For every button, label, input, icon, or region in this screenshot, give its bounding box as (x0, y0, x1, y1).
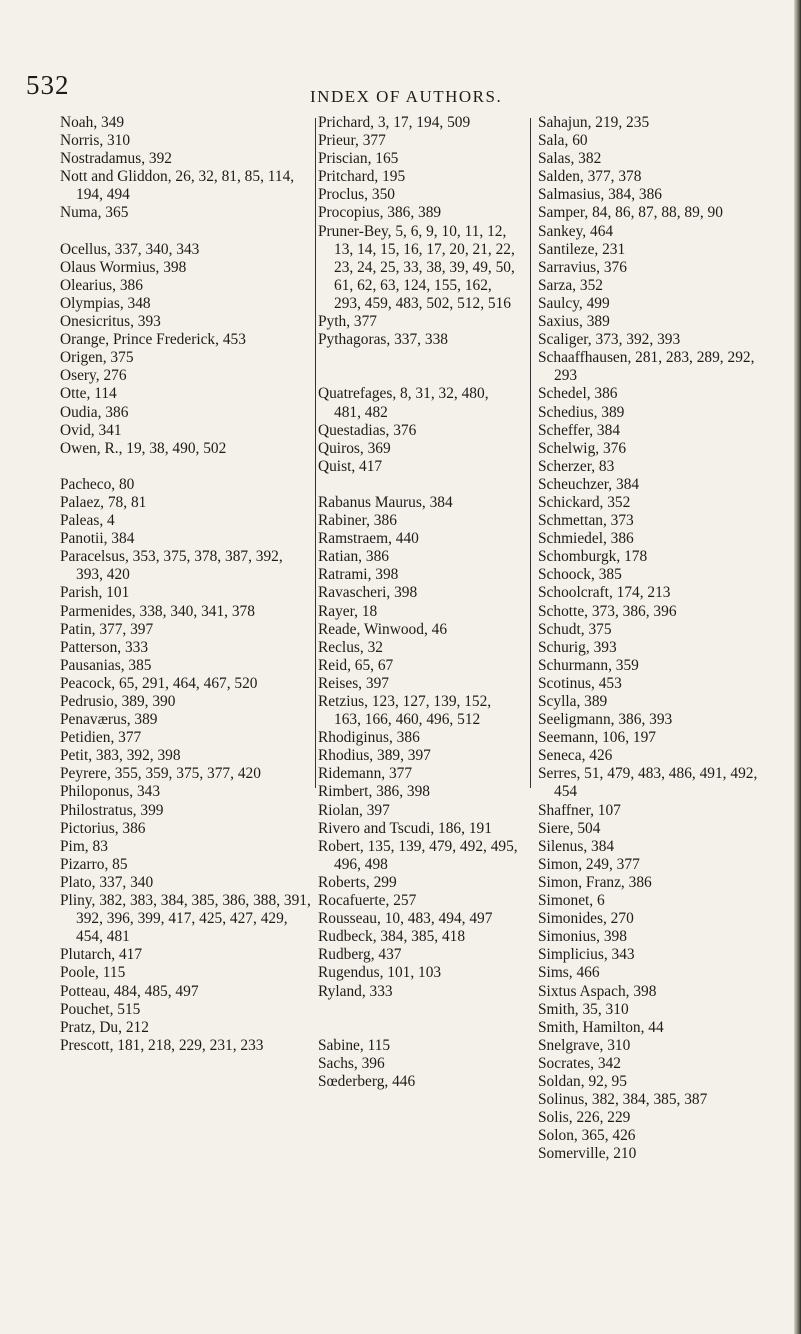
index-entry: Schedel, 386 (538, 385, 618, 403)
index-entry: Questadias, 376 (318, 421, 417, 439)
index-entry: Schoock, 385 (538, 566, 622, 584)
index-entry: Sala, 60 (538, 132, 588, 150)
index-entry: Paracelsus, 353, 375, 378, 387, 392, 393, 420 (60, 548, 283, 584)
index-entry: Salas, 382 (538, 150, 602, 168)
index-entry: Petit, 383, 392, 398 (60, 747, 181, 765)
index-entry: Rudberg, 437 (318, 946, 402, 964)
index-entry: Ryland, 333 (318, 982, 393, 1000)
index-entry: Ridemann, 377 (318, 765, 413, 783)
index-entry: Philoponus, 343 (60, 783, 161, 801)
index-entry: Olearius, 386 (60, 276, 143, 294)
index-entry: Sarravius, 376 (538, 258, 627, 276)
index-entry: Pouchet, 515 (60, 1000, 141, 1018)
index-entry: Simonides, 270 (538, 910, 634, 928)
index-entry: Numa, 365 (60, 204, 129, 222)
index-entry: Sahajun, 219, 235 (538, 114, 650, 131)
index-entry: Patin, 377, 397 (60, 620, 154, 638)
index-entry: Robert, 135, 139, 479, 492, 495, 496, 498 (318, 837, 518, 873)
running-head: INDEX OF AUTHORS. (310, 87, 503, 106)
index-entry: Solon, 365, 426 (538, 1127, 636, 1145)
index-entry: Oudia, 386 (60, 403, 129, 421)
index-entry: Nott and Gliddon, 26, 32, 81, 85, 114, 194, 494 (60, 168, 295, 204)
index-entry: Philostratus, 399 (60, 801, 164, 819)
index-entry: Soldan, 92, 95 (538, 1072, 627, 1090)
index-entry: Sims, 466 (538, 964, 600, 982)
index-entry: Ramstraem, 440 (318, 530, 419, 548)
index-entry: Sachs, 396 (318, 1054, 385, 1072)
index-entry: Potteau, 484, 485, 497 (60, 982, 199, 1000)
index-entry: Sankey, 464 (538, 222, 614, 240)
index-entry: Pliny, 382, 383, 384, 385, 386, 388, 391, 392, 396, 399, 417, 425, 427, 429, 454, 481 (60, 892, 311, 946)
index-entry: Retzius, 123, 127, 139, 152, 163, 166, 460, 496, 512 (318, 693, 492, 729)
index-entry: Siere, 504 (538, 819, 601, 837)
section-gap (318, 367, 518, 385)
index-entry: Smith, 35, 310 (538, 1000, 629, 1018)
index-entry: Simonius, 398 (538, 928, 627, 946)
index-entry: Pedrusio, 389, 390 (60, 693, 176, 710)
index-entry: Socrates, 342 (538, 1054, 621, 1072)
index-entry: Ratian, 386 (318, 548, 389, 566)
index-entry: Owen, R., 19, 38, 490, 502 (60, 439, 227, 457)
index-entry: Seeligmann, 386, 393 (538, 711, 673, 729)
index-entry: Sixtus Aspach, 398 (538, 982, 657, 1000)
index-entry: Riolan, 397 (318, 801, 390, 819)
section-gap (60, 458, 312, 476)
index-entry: Sarza, 352 (538, 276, 603, 294)
index-entry: Schaaffhausen, 281, 283, 289, 292, 293 (538, 349, 755, 385)
index-entry: Palaez, 78, 81 (60, 493, 147, 511)
index-entry: Rugendus, 101, 103 (318, 964, 442, 982)
index-entry: Rayer, 18 (318, 602, 378, 620)
index-entry: Sabine, 115 (318, 1036, 391, 1054)
index-entry: Pizarro, 85 (60, 855, 128, 873)
index-entry: Roberts, 299 (318, 873, 397, 891)
index-entry: Rocafuerte, 257 (318, 892, 417, 910)
index-entry: Penaværus, 389 (60, 711, 158, 729)
index-entry: Pruner-Bey, 5, 6, 9, 10, 11, 12, 13, 14, 15, 16, 17, 20, 21, 22, 23, 24, 25, 33, 38, 39, 49, 50, 61, 62, 63, 124, 155, 162, 293, 459, 483, 502, 512, 516 (318, 222, 515, 312)
index-entry: Prieur, 377 (318, 132, 386, 150)
index-entry: Ocellus, 337, 340, 343 (60, 240, 200, 258)
index-entry: Schmiedel, 386 (538, 530, 634, 548)
index-entry: Sœderberg, 446 (318, 1072, 416, 1090)
index-entry: Schedius, 389 (538, 403, 625, 421)
index-entry: Silenus, 384 (538, 837, 615, 855)
index-entry: Rivero and Tscudi, 186, 191 (318, 819, 492, 837)
page-edge-shadow (794, 0, 801, 1334)
index-entry: Rhodiginus, 386 (318, 729, 420, 747)
index-entry: Schudt, 375 (538, 620, 612, 638)
index-entry: Pratz, Du, 212 (60, 1018, 149, 1036)
index-entry: Solinus, 382, 384, 385, 387 (538, 1091, 708, 1109)
index-entry: Scylla, 389 (538, 693, 608, 710)
index-entry: Shaffner, 107 (538, 801, 621, 819)
index-entry: Schelwig, 376 (538, 439, 627, 457)
index-entry: Saxius, 389 (538, 313, 610, 331)
index-entry: Prichard, 3, 17, 194, 509 (318, 114, 471, 131)
index-entry: Pritchard, 195 (318, 168, 406, 186)
index-entry: Ravascheri, 398 (318, 584, 418, 602)
index-entry: Noah, 349 (60, 114, 125, 131)
index-entry: Prescott, 181, 218, 229, 231, 233 (60, 1036, 264, 1054)
index-entry: Olympias, 348 (60, 294, 151, 312)
index-entry: Peyrere, 355, 359, 375, 377, 420 (60, 765, 261, 783)
index-entry: Santileze, 231 (538, 240, 626, 258)
index-column-3 (538, 114, 770, 1163)
index-entry: Parmenides, 338, 340, 341, 378 (60, 602, 255, 620)
index-entry: Scherzer, 83 (538, 457, 615, 475)
index-entry: Seemann, 106, 197 (538, 729, 656, 747)
index-entry: Rabanus Maurus, 384 (318, 493, 453, 511)
index-entry: Scotinus, 453 (538, 674, 622, 692)
index-column-2 (318, 114, 518, 1091)
index-entry: Peacock, 65, 291, 464, 467, 520 (60, 674, 258, 692)
column-divider (315, 118, 316, 788)
index-entry: Pictorius, 386 (60, 819, 146, 837)
index-entry: Schurmann, 359 (538, 656, 639, 674)
index-entry: Reade, Winwood, 46 (318, 620, 448, 638)
column-divider (530, 118, 531, 788)
section-gap (318, 1019, 518, 1037)
index-entry: Quiros, 369 (318, 439, 391, 457)
index-entry: Rimbert, 386, 398 (318, 783, 431, 801)
index-entry: Petidien, 377 (60, 729, 142, 747)
index-entry: Plutarch, 417 (60, 946, 143, 964)
index-entry: Pausanias, 385 (60, 656, 152, 674)
index-entry: Panotii, 384 (60, 530, 135, 548)
index-entry: Pythagoras, 337, 338 (318, 331, 448, 349)
index-entry: Poole, 115 (60, 964, 126, 982)
index-entry: Proclus, 350 (318, 186, 395, 204)
index-entry: Seneca, 426 (538, 747, 613, 765)
index-entry: Rabiner, 386 (318, 512, 397, 530)
index-entry: Salden, 377, 378 (538, 168, 642, 186)
index-entry: Schmettan, 373 (538, 512, 634, 530)
index-entry: Simon, Franz, 386 (538, 873, 652, 891)
index-entry: Serres, 51, 479, 483, 486, 491, 492, 454 (538, 765, 758, 801)
index-entry: Salmasius, 384, 386 (538, 186, 662, 204)
section-gap (318, 349, 518, 367)
index-entry: Scaliger, 373, 392, 393 (538, 331, 681, 349)
index-entry: Rhodius, 389, 397 (318, 747, 431, 765)
index-entry: Nostradamus, 392 (60, 150, 172, 168)
index-entry: Ovid, 341 (60, 421, 122, 439)
index-entry: Scheffer, 384 (538, 421, 621, 439)
index-entry: Somerville, 210 (538, 1145, 637, 1163)
index-entry: Olaus Wormius, 398 (60, 258, 187, 276)
index-entry: Reid, 65, 67 (318, 656, 394, 674)
index-entry: Schurig, 393 (538, 638, 617, 656)
index-entry: Plato, 337, 340 (60, 873, 154, 891)
index-entry: Pim, 83 (60, 837, 108, 855)
index-entry: Origen, 375 (60, 349, 134, 367)
index-entry: Simonet, 6 (538, 892, 605, 910)
index-entry: Osery, 276 (60, 367, 127, 385)
section-gap (60, 223, 312, 241)
index-entry: Onesicritus, 393 (60, 313, 161, 331)
index-entry: Quist, 417 (318, 457, 383, 475)
index-column-1 (60, 114, 312, 1055)
index-entry: Parish, 101 (60, 584, 130, 602)
index-entry: Scheuchzer, 384 (538, 475, 640, 493)
index-entry: Pyth, 377 (318, 313, 378, 331)
index-entry: Snelgrave, 310 (538, 1036, 631, 1054)
index-entry: Smith, Hamilton, 44 (538, 1018, 664, 1036)
index-entry: Patterson, 333 (60, 638, 149, 656)
index-entry: Solis, 226, 229 (538, 1109, 631, 1127)
index-entry: Norris, 310 (60, 132, 131, 150)
page-number: 532 (26, 70, 70, 100)
index-entry: Rudbeck, 384, 385, 418 (318, 928, 466, 946)
index-entry: Schotte, 373, 386, 396 (538, 602, 677, 620)
index-entry: Pacheco, 80 (60, 475, 135, 493)
index-entry: Schickard, 352 (538, 493, 631, 511)
index-entry: Orange, Prince Frederick, 453 (60, 331, 246, 349)
index-entry: Procopius, 386, 389 (318, 204, 442, 222)
index-entry: Quatrefages, 8, 31, 32, 480, 481, 482 (318, 385, 489, 421)
index-entry: Schoolcraft, 174, 213 (538, 584, 671, 602)
index-entry: Schomburgk, 178 (538, 548, 648, 566)
index-entry: Ratrami, 398 (318, 566, 399, 584)
index-entry: Simplicius, 343 (538, 946, 635, 964)
section-gap (318, 476, 518, 494)
index-entry: Priscian, 165 (318, 150, 399, 168)
index-entry: Otte, 114 (60, 385, 117, 403)
index-entry: Rousseau, 10, 483, 494, 497 (318, 910, 493, 928)
section-gap (318, 1001, 518, 1019)
index-entry: Simon, 249, 377 (538, 855, 640, 873)
index-entry: Paleas, 4 (60, 512, 115, 530)
index-entry: Saulcy, 499 (538, 294, 610, 312)
index-entry: Samper, 84, 86, 87, 88, 89, 90 (538, 204, 723, 222)
index-entry: Reclus, 32 (318, 638, 383, 656)
index-entry: Reises, 397 (318, 674, 389, 692)
